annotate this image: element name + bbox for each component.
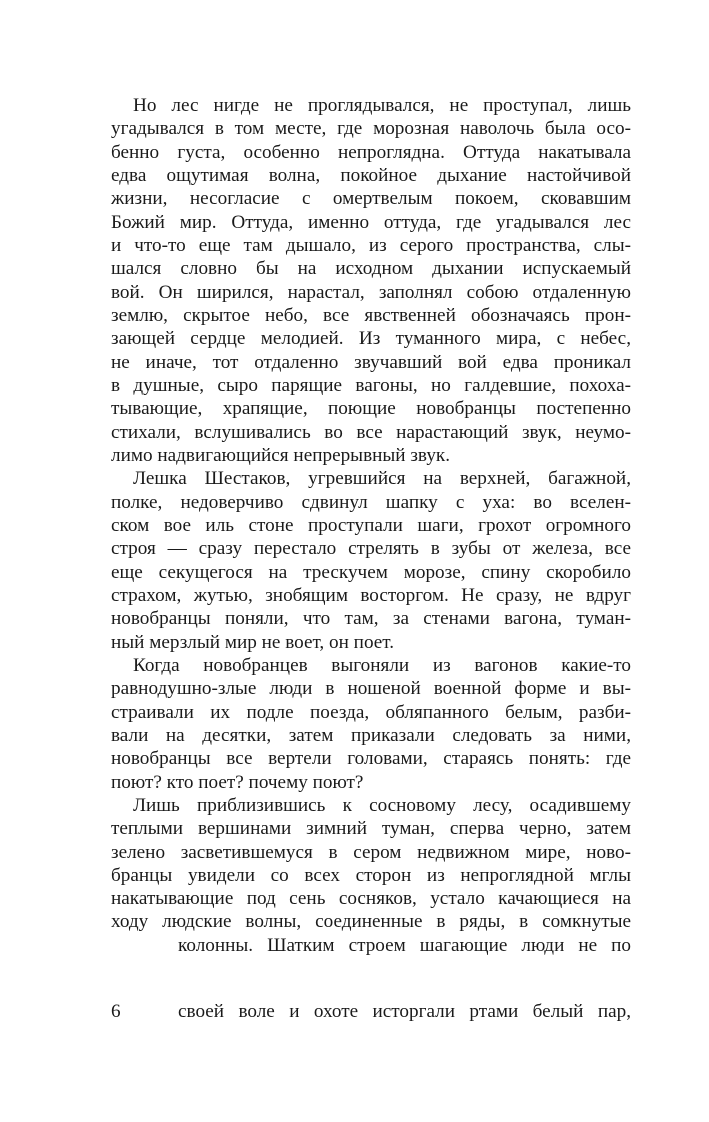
text-line: Божий мир. Оттуда, именно оттуда, где угадывался лес [111,211,631,233]
text-line: своей воле и охоте исторгали ртами белый пар, [178,1001,631,1022]
text-line: полке, недоверчиво сдвинул шапку с уха: во вселен- [111,491,631,513]
text-line: поют? кто поет? почему поют? [111,771,364,793]
text-line: страивали их подле поезда, обляпанного белым, разби- [111,701,631,723]
text-line: Когда новобранцев выгоняли из вагонов какие-то [133,654,631,676]
text-line: бранцы увидели со всех сторон из непроглядной мглы [111,864,631,886]
text-line: новобранцы поняли, что там, за стенами вагона, туман- [111,608,631,630]
text-line: ском вое иль стоне проступали шаги, грохот огромного [111,514,631,536]
text-line: лимо надвигающийся непрерывный звук. [111,444,451,466]
text-line: накатывающие под сень сосняков, устало качающиеся на [111,888,631,910]
text-line: колонны. Шатким строем шагающие люди не по [178,934,631,956]
text-line: строя — сразу перестало стрелять в зубы от железа, все [111,538,631,560]
text-line: угадывался в том месте, где морозная наволочь была осо- [111,118,631,140]
page-number: 6 [111,1001,121,1022]
text-line: вали на десятки, затем приказали следовать за ними, [111,724,631,746]
text-line: стихали, вслушивались во все нарастающий звук, неумо- [111,421,631,443]
text-line: теплыми вершинами зимний туман, сперва черно, затем [111,818,631,840]
text-line: новобранцы все вертели головами, стараясь понять: где [111,748,631,770]
text-line: тывающие, храпящие, поющие новобранцы постепенно [111,398,631,420]
text-line: Но лес нигде не проглядывался, не проступал, лишь [133,95,631,116]
text-line: шался словно бы на исходном дыхании испускаемый [111,258,631,280]
text-line: не иначе, тот отдаленно звучавший вой едва проникал [111,351,631,373]
text-line: в душные, сыро парящие вагоны, но галдевшие, похоха- [111,374,631,396]
text-line: страхом, жутью, знобящим восторгом. Не сразу, не вдруг [111,584,631,606]
text-line: равнодушно-злые люди в ношеной военной форме и вы- [111,678,631,700]
body-text [111,94,631,957]
text-line: землю, скрытое небо, все явственней обозначаясь прон- [111,304,631,326]
text-line: еще секущегося на трескучем морозе, спину скоробило [111,561,631,583]
text-line: зающей сердце мелодией. Из туманного мира, с небес, [111,328,631,350]
text-line: жизни, несогласие с омертвелым покоем, сковавшим [111,188,631,210]
text-line: вой. Он ширился, нарастал, заполнял собою отдаленную [111,281,631,303]
text-line: зелено засветившемуся в сером недвижном мире, ново- [111,841,631,863]
text-line: ходу людские волны, соединенные в ряды, в сомкнутые [111,911,631,933]
text-line: и что-то еще там дышало, из серого пространства, слы- [111,234,631,256]
text-line: Лишь приблизившись к сосновому лесу, осадившему [133,794,631,816]
text-line: Лешка Шестаков, угревшийся на верхней, багажной, [133,468,631,490]
text-line: бенно густа, особенно непроглядна. Оттуда накатывала [111,141,631,163]
text-line: ный мерзлый мир не воет, он поет. [111,631,395,653]
text-line: едва ощутимая волна, покойное дыхание настойчивой [111,164,631,186]
